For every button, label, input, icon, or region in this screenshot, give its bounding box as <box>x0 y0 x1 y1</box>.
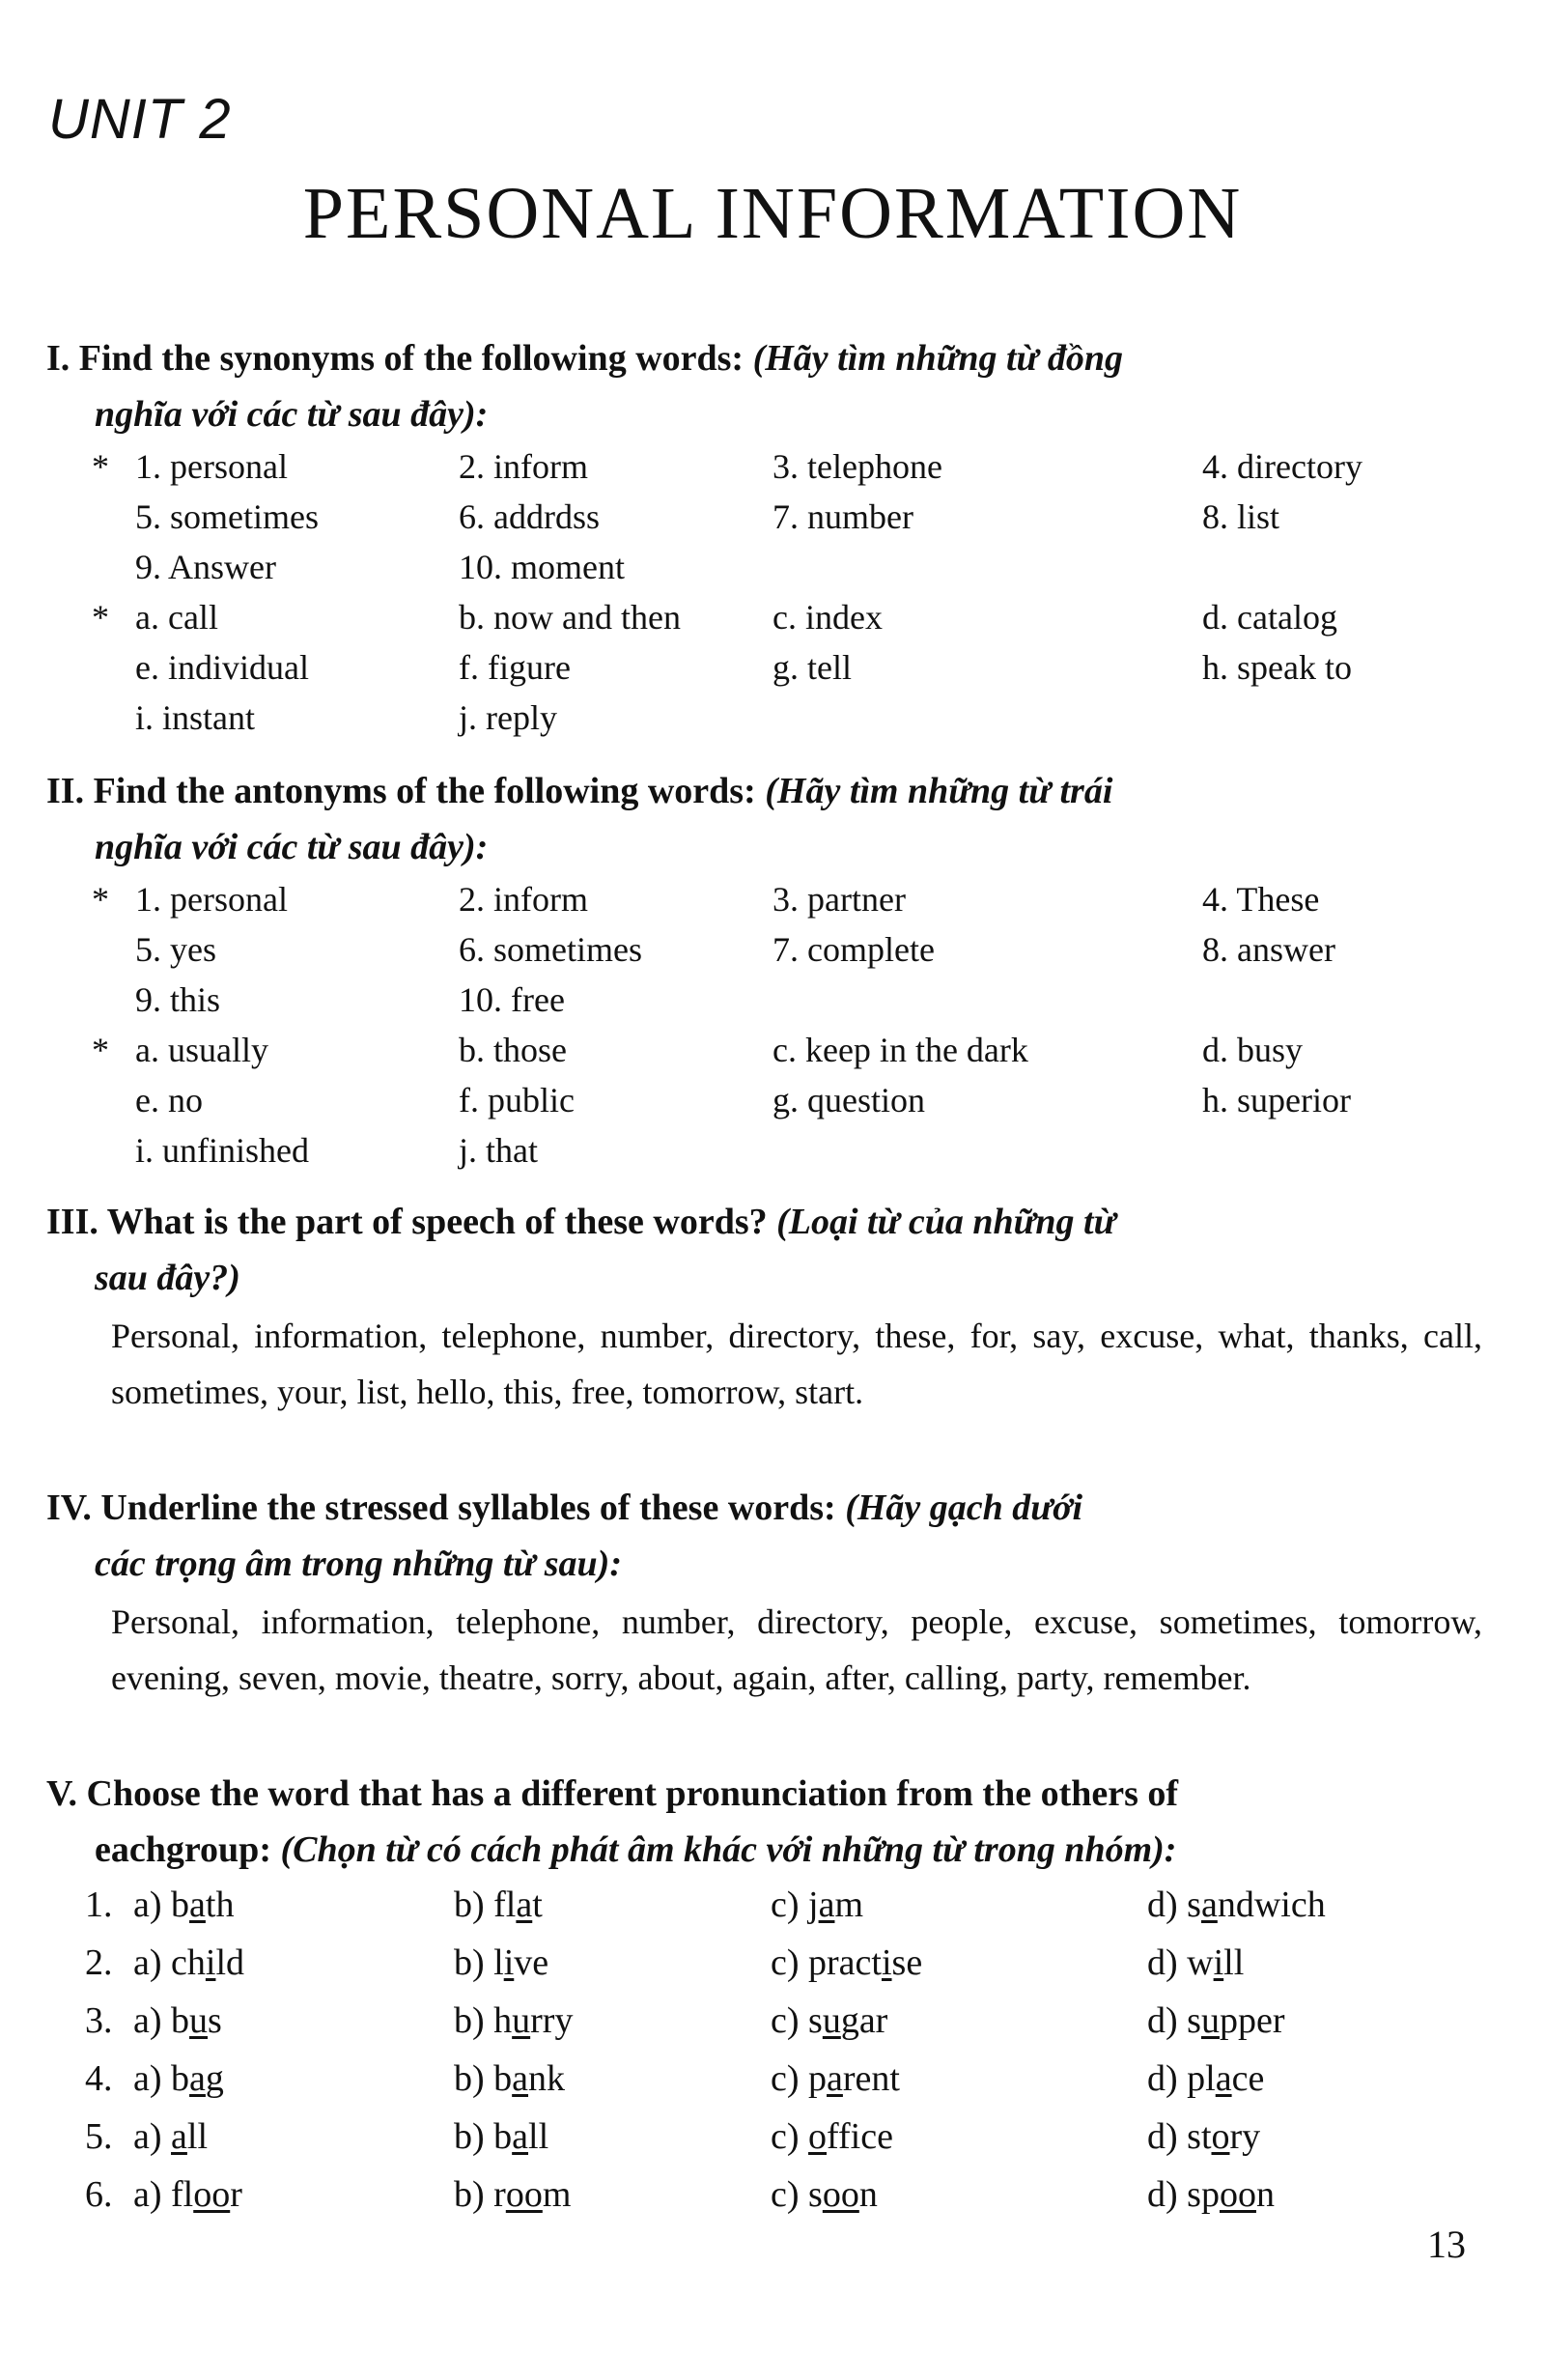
section-2-options-row-2 <box>0 1080 1545 1130</box>
option-a: a) all <box>133 2116 209 2157</box>
word-item: 8. list <box>1202 497 1280 536</box>
word-item: 2. inform <box>459 880 588 919</box>
section-3-heading-vi: (Loại từ của những từ <box>776 1202 1116 1242</box>
option-a: a) bus <box>133 2000 222 2041</box>
section-1-options-row-2 <box>0 647 1545 697</box>
word-item: 1. personal <box>135 880 288 919</box>
star-marker: * <box>92 880 109 919</box>
section-4-heading-vi-2: các trọng âm trong những từ sau): <box>95 1544 622 1584</box>
section-1-words-row-2 <box>0 496 1545 547</box>
option-b: b) live <box>454 1942 549 1983</box>
section-5-heading-en-2: eachgroup: <box>95 1829 271 1870</box>
section-1-words-row-3 <box>0 547 1545 597</box>
option-a: a) bath <box>133 1884 235 1925</box>
section-1-heading-vi: (Hãy tìm những từ đồng <box>752 338 1123 379</box>
option-item: c. index <box>772 598 883 637</box>
option-item: b. now and then <box>459 598 681 637</box>
row-number: 2. <box>85 1942 113 1983</box>
option-b: b) bank <box>454 2058 566 2099</box>
option-b: b) ball <box>454 2116 549 2157</box>
option-item: c. keep in the dark <box>772 1031 1028 1069</box>
word-item: 10. free <box>459 980 565 1019</box>
pronunciation-row <box>0 1884 1545 1938</box>
pronunciation-row <box>0 2173 1545 2227</box>
section-4-word-list: Personal, information, telephone, number, directory, people, excuse, sometimes, tomorrow, evening, seven, movie, theatre, sorry, about, again, after, calling, party, remember. <box>111 1602 1482 1697</box>
option-item: j. reply <box>459 698 557 737</box>
option-d: d) sandwich <box>1147 1884 1326 1925</box>
section-1-heading-vi-2: nghĩa với các từ sau đây): <box>95 394 489 435</box>
option-item: b. those <box>459 1031 567 1069</box>
section-3-heading-vi-2: sau đây?) <box>95 1258 240 1298</box>
row-number: 3. <box>85 2000 113 2041</box>
word-item: 6. sometimes <box>459 930 642 969</box>
option-b: b) flat <box>454 1884 543 1925</box>
option-item: d. busy <box>1202 1031 1304 1069</box>
option-item: a. call <box>135 598 218 637</box>
row-number: 6. <box>85 2174 113 2215</box>
section-1-words-row-1 <box>0 446 1545 496</box>
option-item: g. question <box>772 1081 925 1119</box>
section-2-options-row-1 <box>0 1030 1545 1080</box>
option-item: f. figure <box>459 648 571 687</box>
word-item: 7. complete <box>772 930 935 969</box>
option-a: a) child <box>133 1942 245 1983</box>
option-c: c) parent <box>771 2058 900 2099</box>
section-4-heading-vi: (Hãy gạch dưới <box>845 1488 1083 1528</box>
word-item: 5. sometimes <box>135 497 319 536</box>
pronunciation-row <box>0 1941 1545 1996</box>
word-item: 2. inform <box>459 447 588 486</box>
option-item: e. no <box>135 1081 203 1119</box>
section-2-options-row-3 <box>0 1130 1545 1180</box>
row-number: 4. <box>85 2058 113 2099</box>
option-item: h. speak to <box>1202 648 1352 687</box>
option-item: i. instant <box>135 698 255 737</box>
option-c: c) sugar <box>771 2000 888 2041</box>
word-item: 9. Answer <box>135 548 276 586</box>
section-4-heading <box>46 1480 1485 1592</box>
option-c: c) office <box>771 2116 893 2157</box>
section-2-words-row-2 <box>0 929 1545 979</box>
unit-label: UNIT 2 <box>48 88 232 151</box>
word-item: 1. personal <box>135 447 288 486</box>
page-title: PERSONAL INFORMATION <box>302 173 1243 254</box>
word-item: 7. number <box>772 497 913 536</box>
option-item: a. usually <box>135 1031 268 1069</box>
section-2-words-row-1 <box>0 879 1545 929</box>
option-a: a) bag <box>133 2058 224 2099</box>
section-1-options-row-3 <box>0 697 1545 748</box>
section-5-heading-en: V. Choose the word that has a different pronunciation from the others of <box>46 1773 1179 1814</box>
page-number: 13 <box>1427 2223 1466 2266</box>
section-2-heading-en: II. Find the antonyms of the following words: <box>46 771 756 811</box>
option-c: c) practise <box>771 1942 923 1983</box>
option-d: d) will <box>1147 1942 1245 1983</box>
section-1-heading <box>46 330 1485 442</box>
option-b: b) hurry <box>454 2000 574 2041</box>
option-item: d. catalog <box>1202 598 1337 637</box>
option-a: a) floor <box>133 2174 242 2215</box>
pronunciation-row <box>0 1999 1545 2054</box>
word-item: 3. partner <box>772 880 906 919</box>
option-d: d) place <box>1147 2058 1265 2099</box>
section-3-heading-en: III. What is the part of speech of these words? <box>46 1202 768 1242</box>
word-item: 9. this <box>135 980 221 1019</box>
section-2-heading-vi-2: nghĩa với các từ sau đây): <box>95 827 489 867</box>
option-item: e. individual <box>135 648 309 687</box>
section-2-heading <box>46 763 1485 875</box>
row-number: 1. <box>85 1884 113 1925</box>
section-4-heading-en: IV. Underline the stressed syllables of these words: <box>46 1488 836 1528</box>
pronunciation-row <box>0 2115 1545 2169</box>
section-3-heading <box>46 1194 1485 1306</box>
section-5-heading-vi: (Chọn từ có cách phát âm khác với những từ trong nhóm): <box>280 1829 1177 1870</box>
row-number: 5. <box>85 2116 113 2157</box>
section-1-options-row-1 <box>0 597 1545 647</box>
word-item: 4. directory <box>1202 447 1362 486</box>
word-item: 5. yes <box>135 930 216 969</box>
section-5-heading <box>46 1766 1485 1878</box>
word-item: 3. telephone <box>772 447 942 486</box>
word-item: 6. addrdss <box>459 497 600 536</box>
option-item: g. tell <box>772 648 852 687</box>
option-d: d) spoon <box>1147 2174 1275 2215</box>
option-b: b) room <box>454 2174 572 2215</box>
star-marker: * <box>92 1031 109 1069</box>
option-item: h. superior <box>1202 1081 1351 1119</box>
option-d: d) story <box>1147 2116 1261 2157</box>
word-item: 8. answer <box>1202 930 1335 969</box>
option-c: c) soon <box>771 2174 878 2215</box>
option-item: f. public <box>459 1081 575 1119</box>
section-2-heading-vi: (Hãy tìm những từ trái <box>765 771 1113 811</box>
word-item: 10. moment <box>459 548 625 586</box>
option-d: d) supper <box>1147 2000 1285 2041</box>
option-item: i. unfinished <box>135 1131 309 1170</box>
pronunciation-row <box>0 2057 1545 2111</box>
option-item: j. that <box>459 1131 538 1170</box>
star-marker: * <box>92 598 109 637</box>
star-marker: * <box>92 447 109 486</box>
word-item: 4. These <box>1202 880 1320 919</box>
section-3-word-list: Personal, information, telephone, number, directory, these, for, say, excuse, what, thanks, call, sometimes, your, list, hello, this, free, tomorrow, start. <box>111 1317 1482 1411</box>
option-c: c) jam <box>771 1884 864 1925</box>
section-1-heading-en: I. Find the synonyms of the following words: <box>46 338 744 379</box>
section-2-words-row-3 <box>0 979 1545 1030</box>
